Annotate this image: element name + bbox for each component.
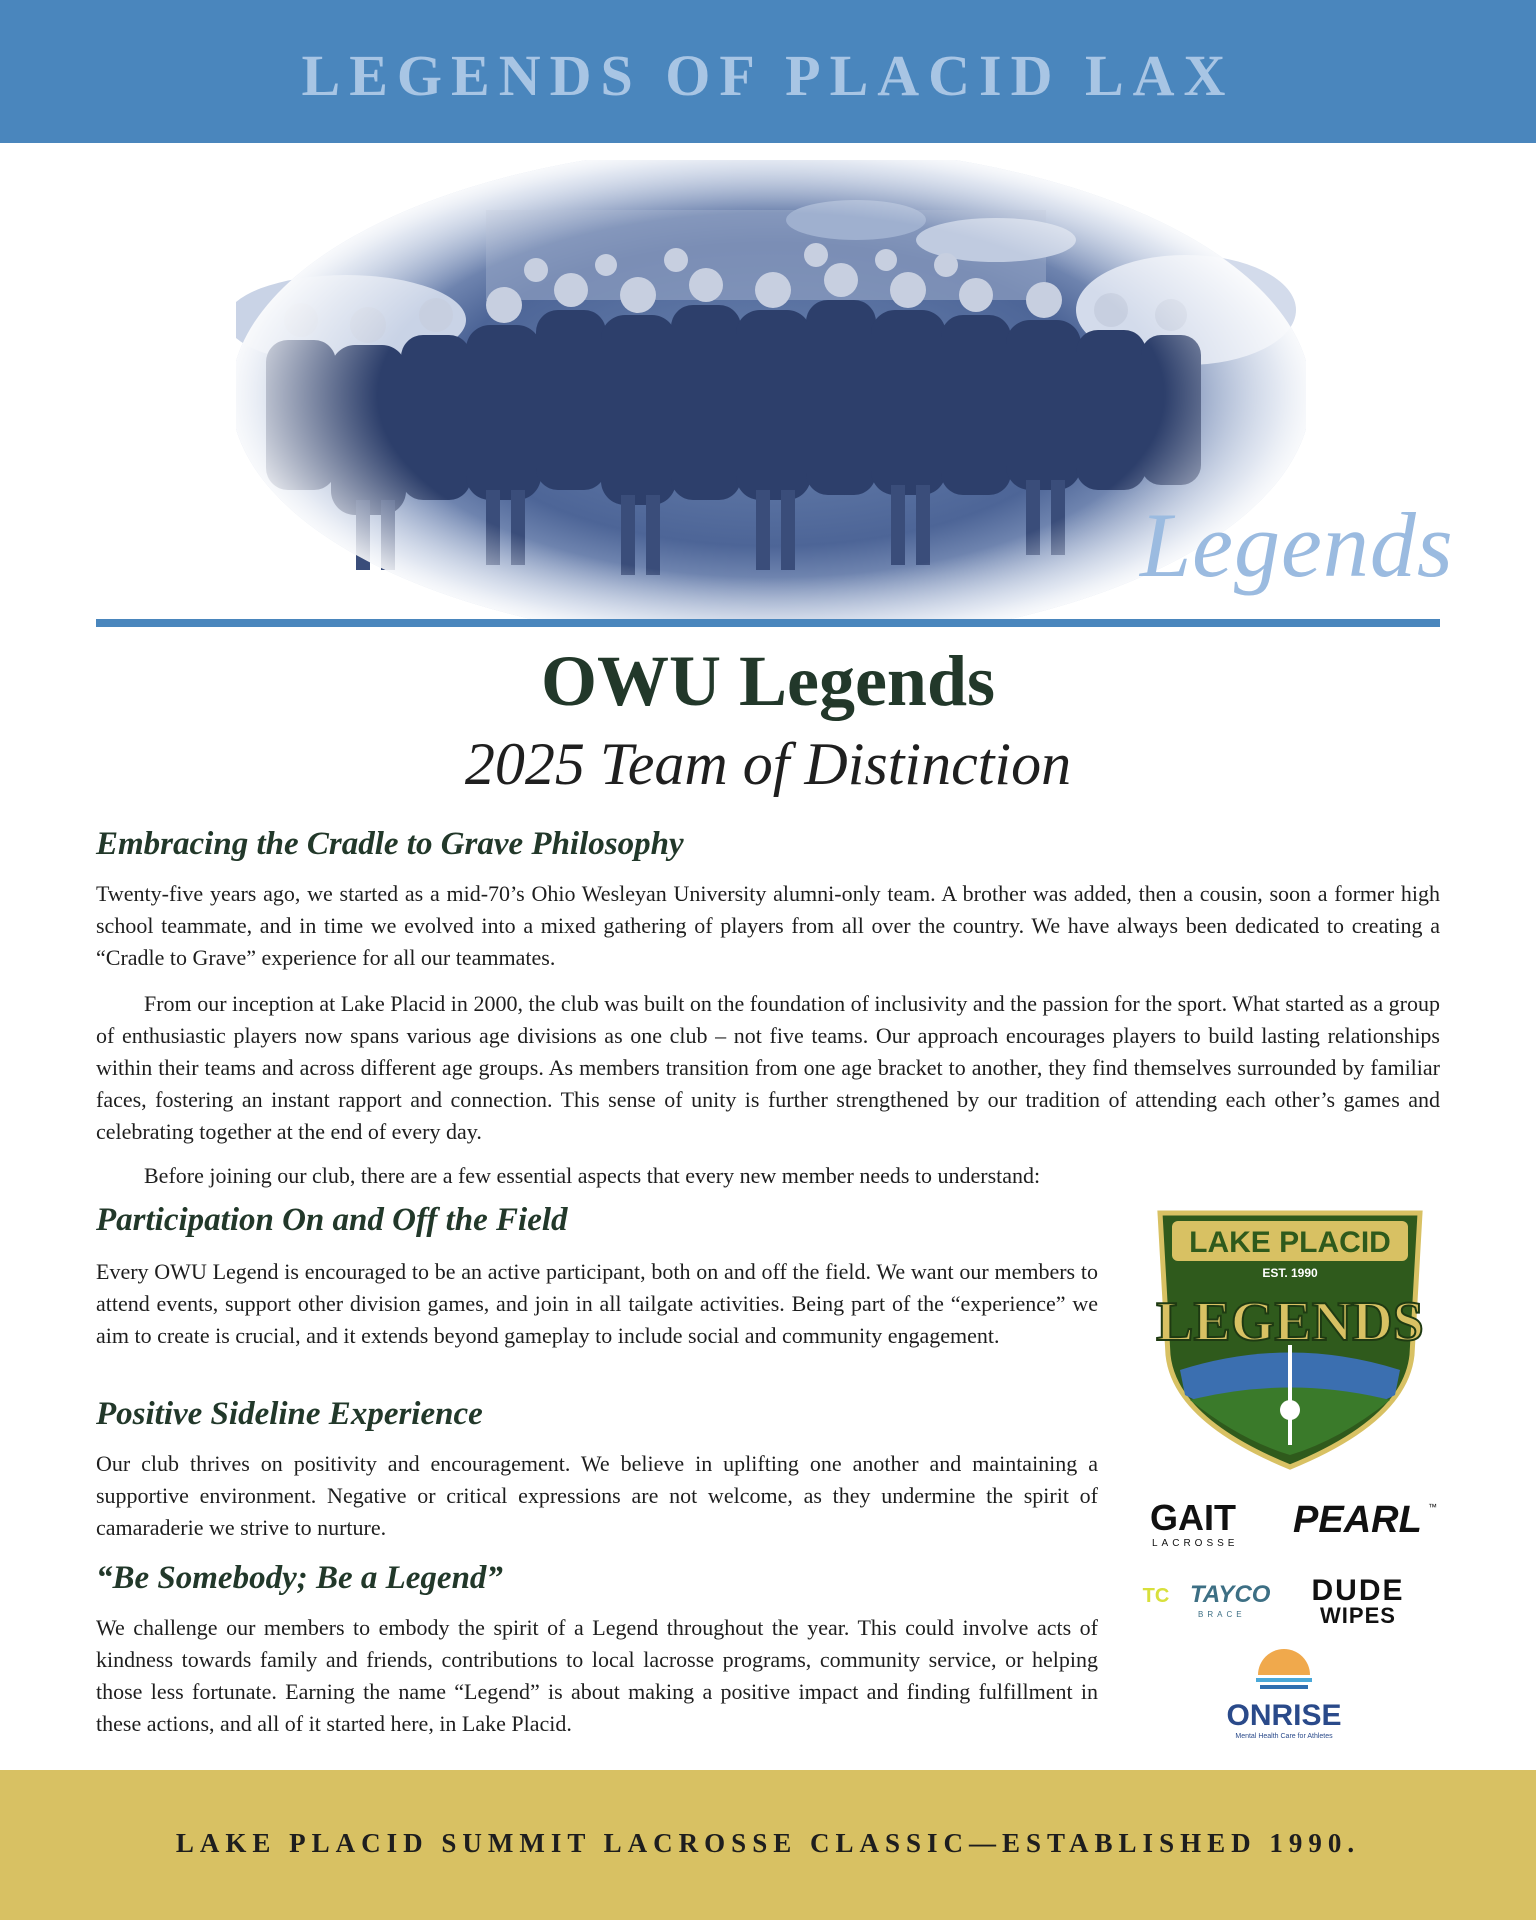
divider-rule xyxy=(96,619,1440,627)
gait-logo xyxy=(1150,1497,1238,1549)
gait-name: GAIT xyxy=(1150,1497,1236,1538)
logos-svg xyxy=(1140,1205,1440,1755)
onrise-name: ONRISE xyxy=(1226,1699,1342,1732)
tayco-name: TAYCO xyxy=(1190,1581,1271,1608)
heading-somebody: “Be Somebody; Be a Legend” xyxy=(96,1560,503,1596)
paragraph-sideline: Our club thrives on positivity and encouragement. We believe in uplifting one another and maintaining a supportive environment. Negative or critical expressions are not welcome, as they undermine the spirit of camaraderie we strive to nurture. xyxy=(96,1451,1098,1540)
header-title: LEGENDS OF PLACID LAX xyxy=(301,43,1235,108)
pearl-name: PEARL xyxy=(1293,1499,1422,1541)
footer-tagline: LAKE PLACID SUMMIT LACROSSE CLASSIC—ESTABLISHED 1990. xyxy=(175,1828,1361,1858)
tayco-logo xyxy=(1140,1577,1271,1619)
footer-banner xyxy=(0,1770,1536,1920)
heading-cradle: Embracing the Cradle to Grave Philosophy xyxy=(96,826,684,862)
paragraph-cradle-2: From our inception at Lake Placid in 2000, the club was built on the foundation of inclusivity and the passion for the sport. What started as a group of enthusiastic players now spans various age divisions as one club – not five teams. Our approach encourages players to build lasting relationships within their teams and across different age groups. As members transition from one age bracket to another, they find themselves surrounded by familiar faces, fostering an instant rapport and connection. This sense of unity is further strengthened by our tradition of attending each other’s games and celebrating together at the end of every day. xyxy=(96,991,1440,1144)
paragraph-somebody: We challenge our members to embody the spirit of a Legend throughout the year. This could involve acts of kindness towards family and friends, contributions to local lacrosse programs, community service, or helping those less fortunate. Earning the name “Legend” is about making a positive impact and finding fulfillment in these actions, and all of it started here, in Lake Placid. xyxy=(96,1615,1098,1736)
legends-script-text: Legends xyxy=(1140,494,1454,596)
lp-est-text: EST. 1990 xyxy=(1262,1266,1318,1280)
sponsor-logos xyxy=(1140,1205,1440,1755)
dude-wipes-logo xyxy=(1311,1574,1404,1628)
pearl-logo xyxy=(1293,1499,1437,1541)
page-subtitle: 2025 Team of Distinction xyxy=(464,731,1072,797)
paragraph-cradle-1: Twenty-five years ago, we started as a mid-70’s Ohio Wesleyan University alumni-only team. A brother was added, then a cousin, soon a former high school teammate, and in time we evolved into a mixed gathering of players from all over the country. We have always been dedicated to creating a “Cradle to Grave” experience for all our teammates. xyxy=(96,881,1440,970)
gait-sub: LACROSSE xyxy=(1152,1538,1239,1549)
tayco-sub: BRACE xyxy=(1198,1610,1246,1619)
heading-participation: Participation On and Off the Field xyxy=(96,1202,568,1238)
paragraph-cradle-3: Before joining our club, there are a few essential aspects that every new member needs to understand: xyxy=(144,1163,1041,1188)
onrise-sub: Mental Health Care for Athletes xyxy=(1235,1733,1333,1740)
heading-sideline: Positive Sideline Experience xyxy=(96,1396,483,1432)
tayco-mark: TC xyxy=(1142,1585,1170,1607)
paragraph-participation: Every OWU Legend is encouraged to be an active participant, both on and off the field. We want our members to attend events, support other division games, and join in all tailgate activities. Being part of the “experience” we aim to create is crucial, and it extends beyond gameplay to include social and community engagement. xyxy=(96,1259,1098,1348)
dude-line2: WIPES xyxy=(1320,1603,1396,1628)
lp-top-text: LAKE PLACID xyxy=(1189,1226,1391,1259)
lp-main-text: LEGENDS xyxy=(1156,1291,1424,1353)
lake-placid-legends-logo xyxy=(1156,1213,1424,1467)
dude-line1: DUDE xyxy=(1311,1574,1405,1607)
header-banner xyxy=(0,0,1536,143)
page-title: OWU Legends xyxy=(540,641,996,721)
pearl-tm: ™ xyxy=(1428,1502,1437,1512)
onrise-logo xyxy=(1226,1649,1341,1740)
